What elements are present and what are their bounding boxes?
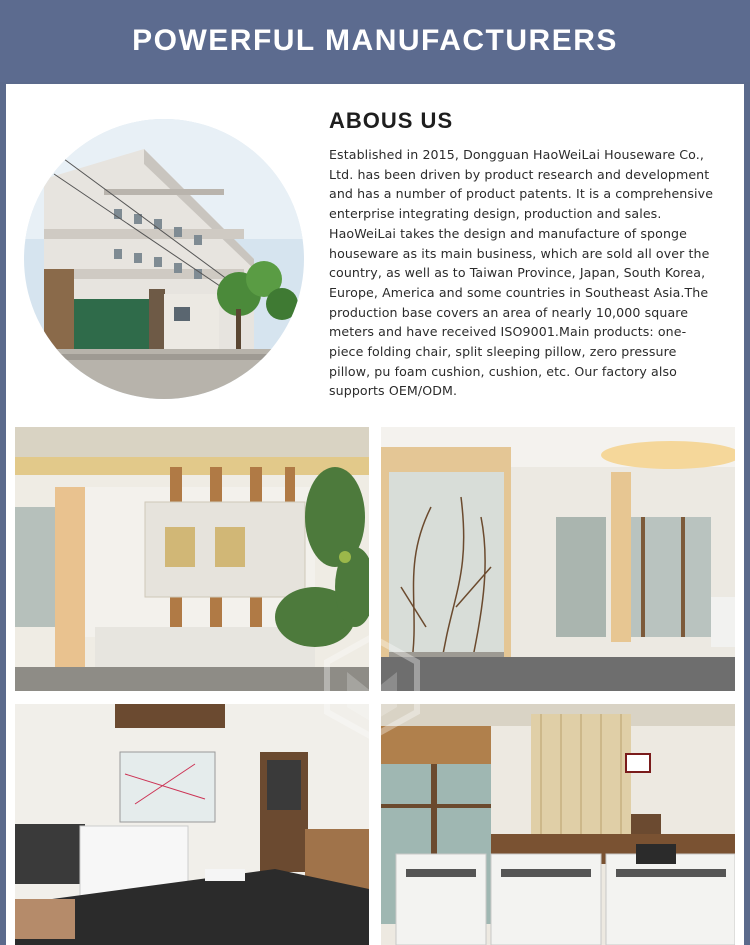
about-title: ABOUS US (329, 108, 454, 133)
factory-building-photo (24, 119, 304, 399)
page-header (0, 0, 750, 82)
office-desk-photo (15, 704, 369, 945)
workstation-area-photo (381, 704, 735, 945)
content-panel (6, 84, 744, 945)
page-title: POWERFUL MANUFACTURERS (132, 24, 618, 57)
reception-wall-photo (15, 427, 369, 691)
lobby-display-photo (381, 427, 735, 691)
about-description: Established in 2015, Dongguan HaoWeiLai Houseware Co., Ltd. has been driven by product research and development and has a number of product patents. It is a comprehensive enterprise integrating design, production and sales. HaoWeiLai takes the design and manufacture of sponge houseware as its main business, which are sold all over the country, as well as to Taiwan Province, Japan, South Korea, Europe, America and some countries in Southeast Asia.The production base covers an area of nearly 10,000 square meters and have received ISO9001.Main products: one-piece folding chair, split sleeping pillow, zero pressure pillow, pu foam cushion, cushion, etc. Our factory also supports OEM/ODM. (329, 147, 714, 399)
